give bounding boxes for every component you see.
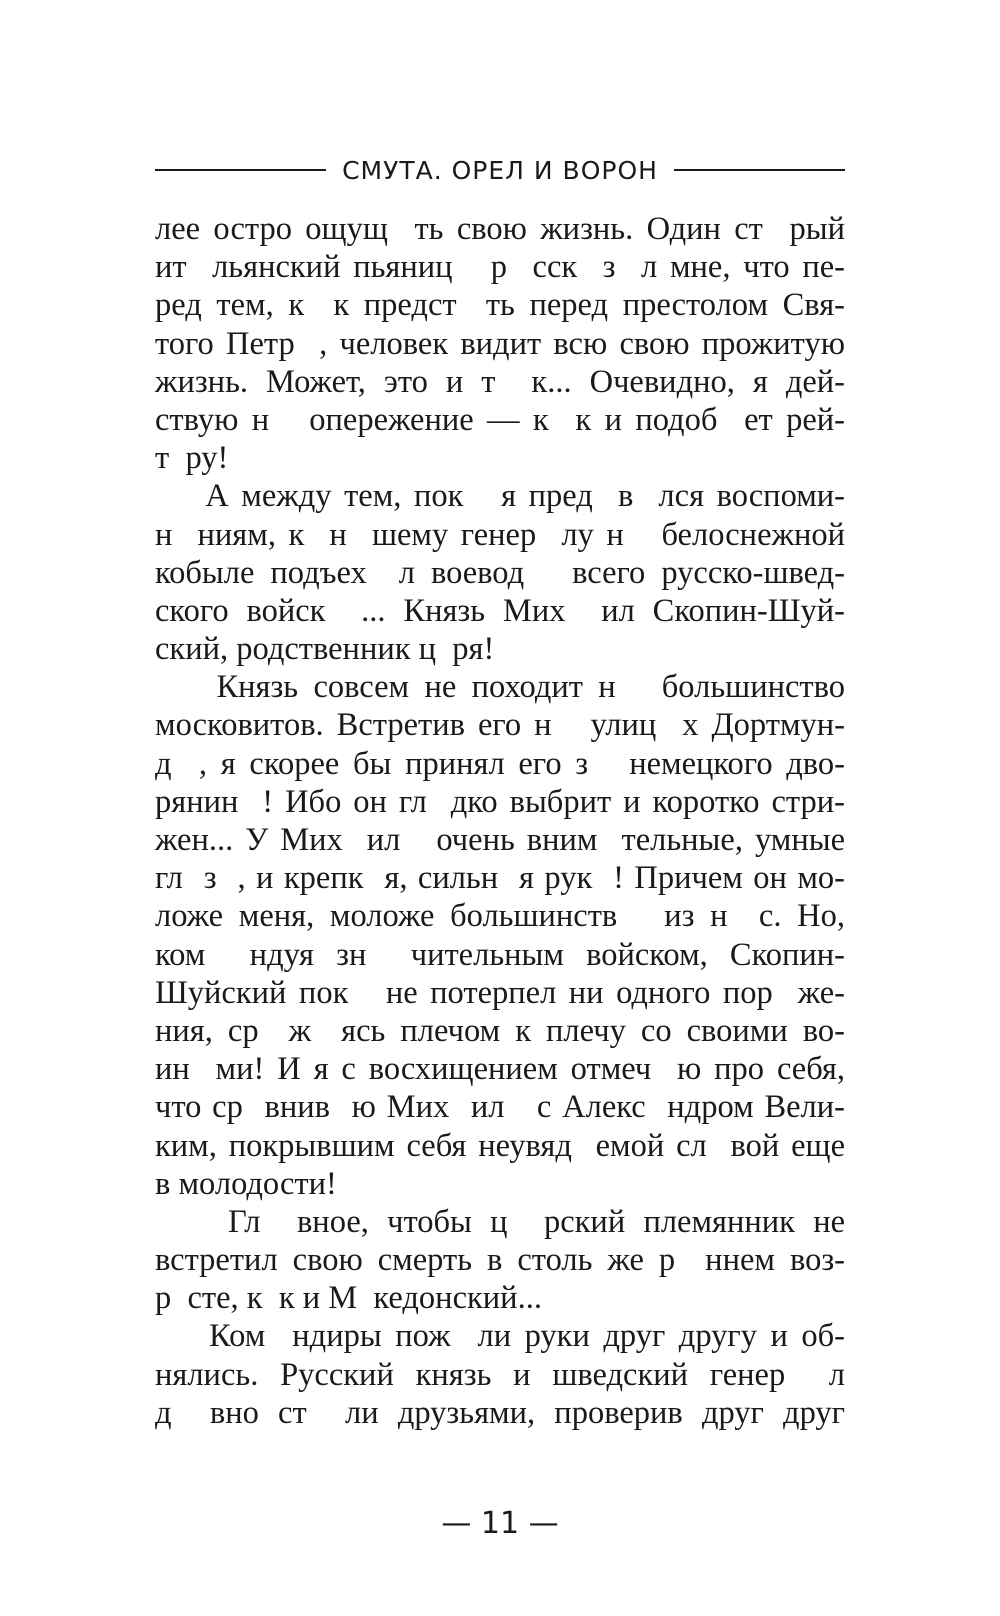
text-line: д , я скорее бы принял его з немецкого дво- xyxy=(155,745,845,782)
page-number: — 11 — xyxy=(441,1506,559,1541)
text-line: н ниям, к н шему генер лу н белоснежной xyxy=(155,516,845,553)
text-line: кобыле подъех л воевод всего русско-швед- xyxy=(155,554,845,591)
header-rule-right xyxy=(674,169,845,171)
header-rule-left xyxy=(155,169,326,171)
text-line: ким, покрывшим себя неувяд емой сл вой еще xyxy=(155,1127,845,1164)
text-line: московитов. Встретив его н улиц х Дортмун- xyxy=(155,707,845,744)
text-line: ского войск ... Князь Мих ил Скопин-Шуй- xyxy=(155,592,845,629)
text-line: ит льянский пьяниц р сск з л мне, что пе- xyxy=(155,249,845,286)
running-header xyxy=(155,150,845,190)
text-line: ком ндуя зн чительным войском, Скопин- xyxy=(155,936,845,973)
text-line: жен... У Мих ил очень вним тельные, умные xyxy=(155,822,845,858)
book-title: СМУТА. ОРЕЛ И ВОРОН xyxy=(342,155,658,185)
text-line: Гл вное, чтобы ц рский племянник не xyxy=(155,1203,846,1240)
text-line: ствую н опережение — к к и подоб ет рей- xyxy=(155,401,845,438)
text-line: д вно ст ли друзьями, проверив друг друг xyxy=(155,1394,845,1431)
text-line: рянин ! Ибо он гл дко выбрит и коротко стри- xyxy=(155,783,845,820)
text-line: ский, родственник ц ря! xyxy=(155,631,495,668)
text-line: Князь совсем не походит н большинство xyxy=(155,669,845,706)
text-line: жизнь. Может, это и т к... Очевидно, я дей- xyxy=(155,363,845,400)
text-line: ния, ср ж ясь плечом к плечу со своими во- xyxy=(155,1012,845,1049)
text-line: в молодости! xyxy=(155,1165,337,1202)
text-line: р сте, к к и М кедонский... xyxy=(155,1280,542,1317)
text-line: встретил свою смерть в столь же р ннем воз- xyxy=(155,1242,845,1279)
text-line: того Петр , человек видит всю свою прожитую xyxy=(155,325,845,362)
text-line: нялись. Русский князь и шведский генер л xyxy=(155,1356,845,1393)
text-line: лее остро ощущ ть свою жизнь. Один ст рый xyxy=(155,211,845,247)
text-line: Ком ндиры пож ли руки друг другу и об- xyxy=(155,1318,845,1355)
text-line: А между тем, пок я пред в лся воспоми- xyxy=(155,478,845,515)
text-line: ложе меня, моложе большинств из н с. Но, xyxy=(155,898,845,935)
text-line: т ру! xyxy=(155,440,229,477)
text-line: гл з , и крепк я, сильн я рук ! Причем он мо- xyxy=(155,860,845,897)
text-line: Шуйский пок не потерпел ни одного пор же- xyxy=(155,974,845,1011)
page-body-text xyxy=(155,210,845,1432)
text-line: что ср внив ю Мих ил с Алекс ндром Вели- xyxy=(155,1089,845,1126)
text-line: ин ми! И я с восхищением отмеч ю про себя, xyxy=(155,1051,845,1088)
text-line: ред тем, к к предст ть перед престолом Свя- xyxy=(155,287,845,324)
